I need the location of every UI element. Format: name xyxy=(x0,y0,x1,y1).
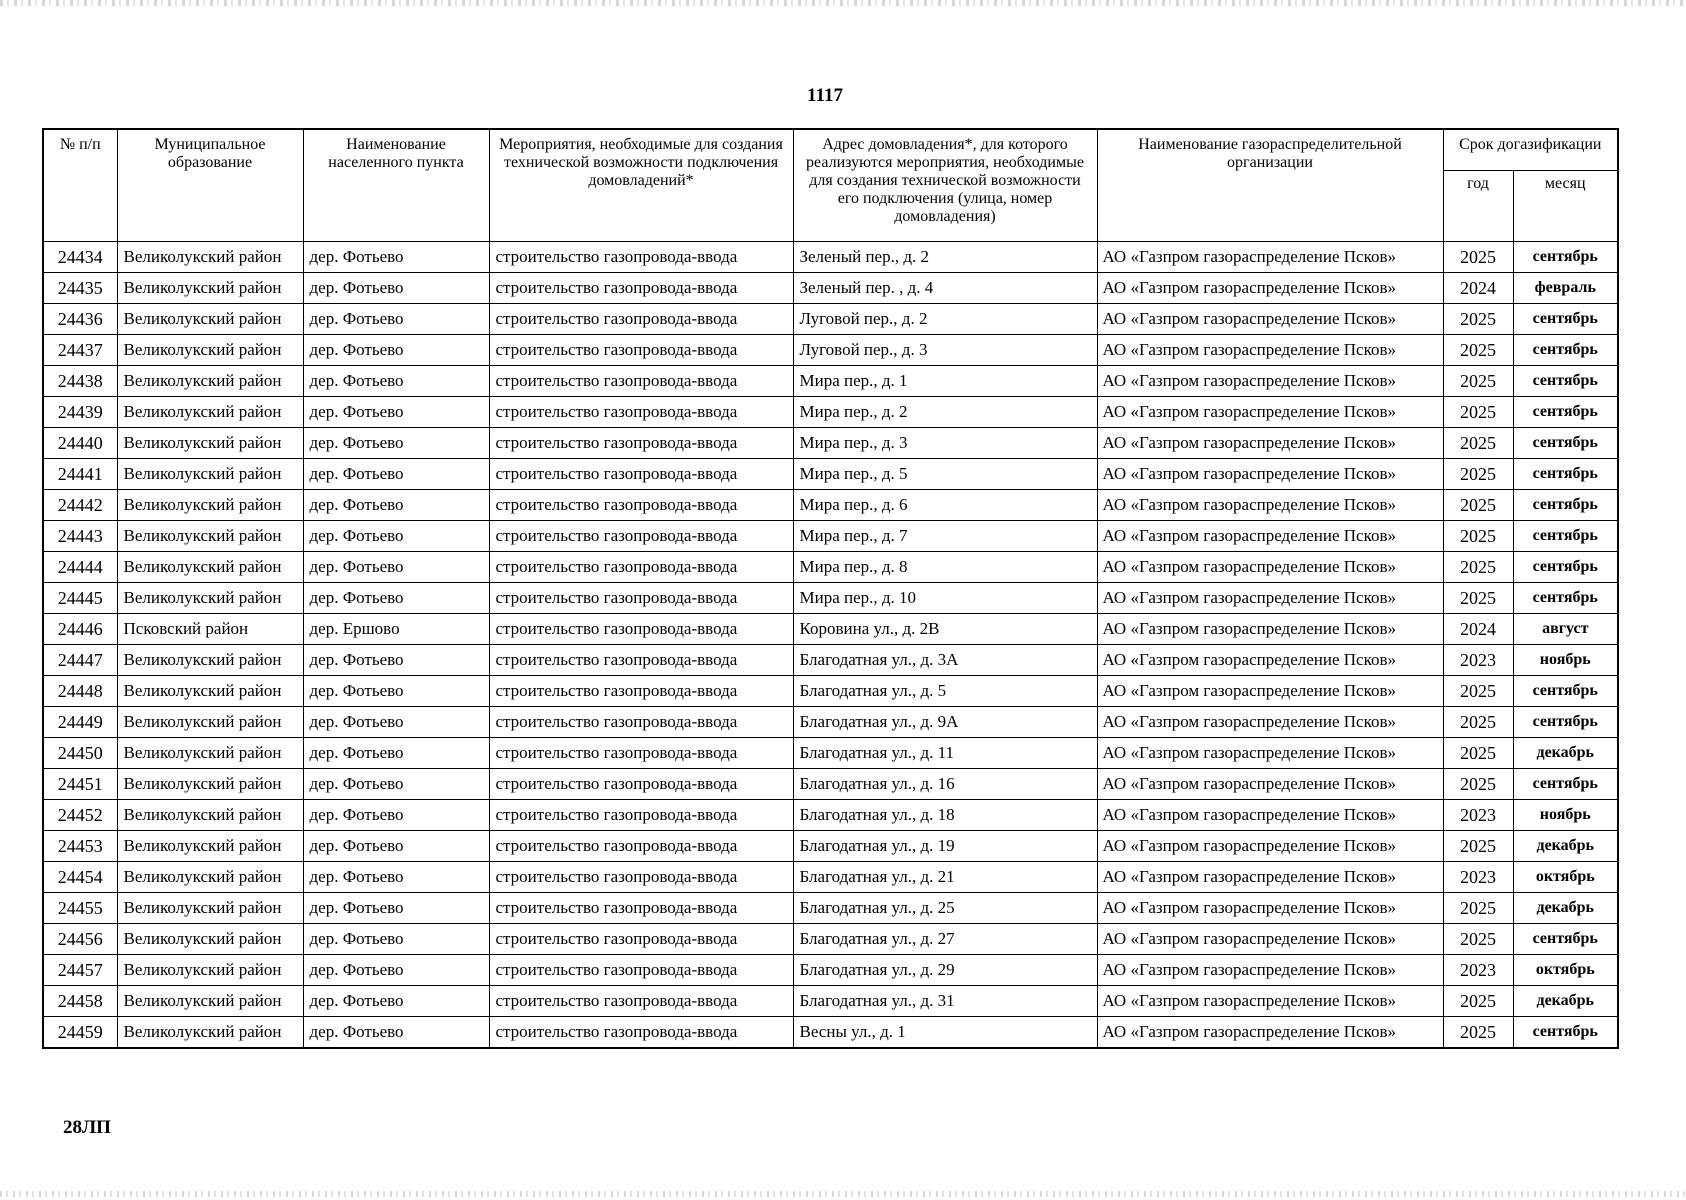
cell-year: 2025 xyxy=(1443,490,1513,521)
table-row xyxy=(43,521,1618,552)
cell-year: 2025 xyxy=(1443,242,1513,273)
cell-month: сентябрь xyxy=(1513,490,1618,521)
cell-settlement: дер. Фотьево xyxy=(303,1017,489,1049)
cell-num: 24459 xyxy=(43,1017,117,1049)
cell-num: 24445 xyxy=(43,583,117,614)
cell-municipality: Великолукский район xyxy=(117,459,303,490)
cell-num: 24450 xyxy=(43,738,117,769)
cell-month: август xyxy=(1513,614,1618,645)
cell-address: Мира пер., д. 5 xyxy=(793,459,1097,490)
cell-month: декабрь xyxy=(1513,738,1618,769)
cell-municipality: Великолукский район xyxy=(117,1017,303,1049)
cell-settlement: дер. Фотьево xyxy=(303,862,489,893)
cell-municipality: Великолукский район xyxy=(117,397,303,428)
cell-month: сентябрь xyxy=(1513,924,1618,955)
cell-address: Благодатная ул., д. 19 xyxy=(793,831,1097,862)
table-row xyxy=(43,490,1618,521)
cell-organization: АО «Газпром газораспределение Псков» xyxy=(1097,800,1443,831)
cell-address: Благодатная ул., д. 25 xyxy=(793,893,1097,924)
cell-measure: строительство газопровода-ввода xyxy=(489,614,793,645)
cell-year: 2025 xyxy=(1443,707,1513,738)
cell-measure: строительство газопровода-ввода xyxy=(489,831,793,862)
cell-month: декабрь xyxy=(1513,831,1618,862)
cell-measure: строительство газопровода-ввода xyxy=(489,676,793,707)
cell-organization: АО «Газпром газораспределение Псков» xyxy=(1097,707,1443,738)
cell-measure: строительство газопровода-ввода xyxy=(489,862,793,893)
cell-organization: АО «Газпром газораспределение Псков» xyxy=(1097,521,1443,552)
cell-organization: АО «Газпром газораспределение Псков» xyxy=(1097,862,1443,893)
cell-organization: АО «Газпром газораспределение Псков» xyxy=(1097,738,1443,769)
cell-municipality: Великолукский район xyxy=(117,831,303,862)
cell-address: Мира пер., д. 6 xyxy=(793,490,1097,521)
cell-address: Благодатная ул., д. 31 xyxy=(793,986,1097,1017)
cell-municipality: Великолукский район xyxy=(117,366,303,397)
cell-settlement: дер. Фотьево xyxy=(303,831,489,862)
cell-num: 24440 xyxy=(43,428,117,459)
table-row xyxy=(43,924,1618,955)
cell-year: 2025 xyxy=(1443,676,1513,707)
table-row xyxy=(43,955,1618,986)
cell-address: Зеленый пер. , д. 4 xyxy=(793,273,1097,304)
table-row xyxy=(43,273,1618,304)
cell-organization: АО «Газпром газораспределение Псков» xyxy=(1097,459,1443,490)
cell-measure: строительство газопровода-ввода xyxy=(489,552,793,583)
cell-year: 2025 xyxy=(1443,831,1513,862)
cell-month: сентябрь xyxy=(1513,335,1618,366)
cell-settlement: дер. Фотьево xyxy=(303,676,489,707)
cell-year: 2025 xyxy=(1443,459,1513,490)
cell-measure: строительство газопровода-ввода xyxy=(489,242,793,273)
cell-settlement: дер. Фотьево xyxy=(303,428,489,459)
cell-month: февраль xyxy=(1513,273,1618,304)
cell-municipality: Великолукский район xyxy=(117,490,303,521)
cell-settlement: дер. Фотьево xyxy=(303,707,489,738)
table-row xyxy=(43,862,1618,893)
cell-measure: строительство газопровода-ввода xyxy=(489,738,793,769)
cell-municipality: Великолукский район xyxy=(117,738,303,769)
gasification-table xyxy=(42,128,1619,1049)
cell-month: сентябрь xyxy=(1513,428,1618,459)
table-row xyxy=(43,552,1618,583)
cell-address: Мира пер., д. 7 xyxy=(793,521,1097,552)
table-row xyxy=(43,676,1618,707)
cell-organization: АО «Газпром газораспределение Псков» xyxy=(1097,335,1443,366)
cell-measure: строительство газопровода-ввода xyxy=(489,1017,793,1049)
table-row xyxy=(43,459,1618,490)
table-row xyxy=(43,583,1618,614)
cell-municipality: Великолукский район xyxy=(117,707,303,738)
cell-year: 2025 xyxy=(1443,986,1513,1017)
cell-measure: строительство газопровода-ввода xyxy=(489,955,793,986)
cell-address: Благодатная ул., д. 21 xyxy=(793,862,1097,893)
cell-organization: АО «Газпром газораспределение Псков» xyxy=(1097,831,1443,862)
cell-month: сентябрь xyxy=(1513,242,1618,273)
cell-month: сентябрь xyxy=(1513,707,1618,738)
cell-settlement: дер. Фотьево xyxy=(303,521,489,552)
cell-settlement: дер. Фотьево xyxy=(303,583,489,614)
cell-address: Весны ул., д. 1 xyxy=(793,1017,1097,1049)
table-row xyxy=(43,304,1618,335)
cell-month: декабрь xyxy=(1513,986,1618,1017)
cell-num: 24454 xyxy=(43,862,117,893)
cell-municipality: Великолукский район xyxy=(117,242,303,273)
cell-organization: АО «Газпром газораспределение Псков» xyxy=(1097,366,1443,397)
cell-year: 2025 xyxy=(1443,552,1513,583)
cell-organization: АО «Газпром газораспределение Псков» xyxy=(1097,645,1443,676)
cell-year: 2023 xyxy=(1443,645,1513,676)
cell-month: ноябрь xyxy=(1513,800,1618,831)
cell-year: 2025 xyxy=(1443,366,1513,397)
cell-organization: АО «Газпром газораспределение Псков» xyxy=(1097,397,1443,428)
cell-settlement: дер. Фотьево xyxy=(303,490,489,521)
cell-measure: строительство газопровода-ввода xyxy=(489,335,793,366)
cell-organization: АО «Газпром газораспределение Псков» xyxy=(1097,273,1443,304)
cell-organization: АО «Газпром газораспределение Псков» xyxy=(1097,986,1443,1017)
cell-month: сентябрь xyxy=(1513,1017,1618,1049)
cell-num: 24456 xyxy=(43,924,117,955)
cell-year: 2025 xyxy=(1443,397,1513,428)
cell-num: 24435 xyxy=(43,273,117,304)
cell-num: 24452 xyxy=(43,800,117,831)
cell-organization: АО «Газпром газораспределение Псков» xyxy=(1097,676,1443,707)
header-measures: Мероприятия, необходимые для создания технической возможности подключения домовладений* xyxy=(489,129,793,242)
cell-num: 24439 xyxy=(43,397,117,428)
cell-address: Зеленый пер., д. 2 xyxy=(793,242,1097,273)
cell-year: 2025 xyxy=(1443,304,1513,335)
cell-address: Коровина ул., д. 2В xyxy=(793,614,1097,645)
cell-num: 24447 xyxy=(43,645,117,676)
cell-organization: АО «Газпром газораспределение Псков» xyxy=(1097,552,1443,583)
cell-measure: строительство газопровода-ввода xyxy=(489,366,793,397)
cell-address: Луговой пер., д. 3 xyxy=(793,335,1097,366)
cell-num: 24442 xyxy=(43,490,117,521)
cell-num: 24453 xyxy=(43,831,117,862)
cell-organization: АО «Газпром газораспределение Псков» xyxy=(1097,1017,1443,1049)
cell-municipality: Великолукский район xyxy=(117,645,303,676)
document-code: 28ЛП xyxy=(63,1117,111,1138)
cell-municipality: Великолукский район xyxy=(117,521,303,552)
cell-measure: строительство газопровода-ввода xyxy=(489,707,793,738)
cell-settlement: дер. Фотьево xyxy=(303,986,489,1017)
cell-settlement: дер. Фотьево xyxy=(303,366,489,397)
cell-measure: строительство газопровода-ввода xyxy=(489,428,793,459)
cell-year: 2025 xyxy=(1443,583,1513,614)
cell-num: 24441 xyxy=(43,459,117,490)
cell-municipality: Великолукский район xyxy=(117,986,303,1017)
cell-measure: строительство газопровода-ввода xyxy=(489,490,793,521)
cell-settlement: дер. Фотьево xyxy=(303,955,489,986)
cell-organization: АО «Газпром газораспределение Псков» xyxy=(1097,924,1443,955)
cell-organization: АО «Газпром газораспределение Псков» xyxy=(1097,242,1443,273)
cell-year: 2023 xyxy=(1443,800,1513,831)
cell-settlement: дер. Фотьево xyxy=(303,273,489,304)
cell-num: 24437 xyxy=(43,335,117,366)
scan-edge-bottom xyxy=(0,1191,1686,1197)
cell-measure: строительство газопровода-ввода xyxy=(489,583,793,614)
cell-settlement: дер. Фотьево xyxy=(303,645,489,676)
cell-year: 2025 xyxy=(1443,738,1513,769)
header-organization: Наименование газораспределительной организации xyxy=(1097,129,1443,242)
scan-edge-top xyxy=(0,0,1686,6)
table-row xyxy=(43,769,1618,800)
cell-num: 24436 xyxy=(43,304,117,335)
cell-address: Мира пер., д. 1 xyxy=(793,366,1097,397)
cell-year: 2025 xyxy=(1443,335,1513,366)
cell-address: Мира пер., д. 2 xyxy=(793,397,1097,428)
cell-address: Благодатная ул., д. 3А xyxy=(793,645,1097,676)
cell-organization: АО «Газпром газораспределение Псков» xyxy=(1097,490,1443,521)
header-settlement: Наименование населенного пункта xyxy=(303,129,489,242)
cell-municipality: Великолукский район xyxy=(117,676,303,707)
cell-num: 24444 xyxy=(43,552,117,583)
cell-year: 2024 xyxy=(1443,614,1513,645)
cell-organization: АО «Газпром газораспределение Псков» xyxy=(1097,893,1443,924)
header-num: № п/п xyxy=(43,129,117,242)
cell-municipality: Великолукский район xyxy=(117,800,303,831)
cell-num: 24455 xyxy=(43,893,117,924)
cell-month: сентябрь xyxy=(1513,397,1618,428)
table-row xyxy=(43,242,1618,273)
cell-num: 24434 xyxy=(43,242,117,273)
cell-year: 2023 xyxy=(1443,862,1513,893)
cell-organization: АО «Газпром газораспределение Псков» xyxy=(1097,614,1443,645)
cell-organization: АО «Газпром газораспределение Псков» xyxy=(1097,304,1443,335)
cell-municipality: Великолукский район xyxy=(117,769,303,800)
cell-settlement: дер. Фотьево xyxy=(303,552,489,583)
cell-address: Благодатная ул., д. 18 xyxy=(793,800,1097,831)
cell-municipality: Великолукский район xyxy=(117,862,303,893)
cell-month: сентябрь xyxy=(1513,583,1618,614)
cell-municipality: Великолукский район xyxy=(117,552,303,583)
cell-num: 24458 xyxy=(43,986,117,1017)
cell-year: 2025 xyxy=(1443,428,1513,459)
cell-num: 24457 xyxy=(43,955,117,986)
table-row xyxy=(43,366,1618,397)
cell-measure: строительство газопровода-ввода xyxy=(489,893,793,924)
cell-settlement: дер. Фотьево xyxy=(303,335,489,366)
cell-address: Мира пер., д. 8 xyxy=(793,552,1097,583)
cell-address: Благодатная ул., д. 9А xyxy=(793,707,1097,738)
cell-municipality: Псковский район xyxy=(117,614,303,645)
table-row xyxy=(43,800,1618,831)
cell-settlement: дер. Фотьево xyxy=(303,459,489,490)
table-row xyxy=(43,335,1618,366)
cell-measure: строительство газопровода-ввода xyxy=(489,769,793,800)
cell-municipality: Великолукский район xyxy=(117,335,303,366)
table-row xyxy=(43,1017,1618,1049)
cell-measure: строительство газопровода-ввода xyxy=(489,986,793,1017)
cell-measure: строительство газопровода-ввода xyxy=(489,645,793,676)
cell-measure: строительство газопровода-ввода xyxy=(489,800,793,831)
cell-month: сентябрь xyxy=(1513,366,1618,397)
cell-address: Благодатная ул., д. 27 xyxy=(793,924,1097,955)
cell-measure: строительство газопровода-ввода xyxy=(489,273,793,304)
cell-year: 2025 xyxy=(1443,924,1513,955)
cell-organization: АО «Газпром газораспределение Псков» xyxy=(1097,583,1443,614)
header-address: Адрес домовладения*, для которого реализуются мероприятия, необходимые для создания технической возможности его подключения (улица, номер домовладения) xyxy=(793,129,1097,242)
cell-address: Благодатная ул., д. 29 xyxy=(793,955,1097,986)
cell-year: 2025 xyxy=(1443,893,1513,924)
cell-address: Благодатная ул., д. 11 xyxy=(793,738,1097,769)
cell-municipality: Великолукский район xyxy=(117,955,303,986)
cell-measure: строительство газопровода-ввода xyxy=(489,459,793,490)
cell-month: сентябрь xyxy=(1513,676,1618,707)
header-month: месяц xyxy=(1513,171,1618,242)
cell-month: сентябрь xyxy=(1513,552,1618,583)
cell-settlement: дер. Фотьево xyxy=(303,893,489,924)
table-row xyxy=(43,738,1618,769)
table-row xyxy=(43,397,1618,428)
cell-settlement: дер. Фотьево xyxy=(303,304,489,335)
cell-num: 24446 xyxy=(43,614,117,645)
cell-month: октябрь xyxy=(1513,955,1618,986)
cell-year: 2025 xyxy=(1443,769,1513,800)
cell-num: 24438 xyxy=(43,366,117,397)
cell-year: 2025 xyxy=(1443,1017,1513,1049)
cell-year: 2024 xyxy=(1443,273,1513,304)
cell-year: 2023 xyxy=(1443,955,1513,986)
cell-measure: строительство газопровода-ввода xyxy=(489,304,793,335)
table-row xyxy=(43,986,1618,1017)
cell-settlement: дер. Фотьево xyxy=(303,924,489,955)
header-municipality: Муниципальное образование xyxy=(117,129,303,242)
cell-settlement: дер. Фотьево xyxy=(303,800,489,831)
cell-month: октябрь xyxy=(1513,862,1618,893)
cell-municipality: Великолукский район xyxy=(117,893,303,924)
cell-organization: АО «Газпром газораспределение Псков» xyxy=(1097,955,1443,986)
cell-measure: строительство газопровода-ввода xyxy=(489,397,793,428)
cell-month: сентябрь xyxy=(1513,304,1618,335)
cell-month: декабрь xyxy=(1513,893,1618,924)
cell-organization: АО «Газпром газораспределение Псков» xyxy=(1097,428,1443,459)
cell-address: Мира пер., д. 3 xyxy=(793,428,1097,459)
table-row xyxy=(43,645,1618,676)
header-year: год xyxy=(1443,171,1513,242)
cell-settlement: дер. Фотьево xyxy=(303,397,489,428)
cell-num: 24451 xyxy=(43,769,117,800)
table-header-row xyxy=(43,129,1618,171)
cell-municipality: Великолукский район xyxy=(117,428,303,459)
cell-settlement: дер. Фотьево xyxy=(303,242,489,273)
cell-measure: строительство газопровода-ввода xyxy=(489,521,793,552)
header-deadline: Срок догазификации xyxy=(1443,129,1618,171)
table-body xyxy=(43,242,1618,1049)
table-row xyxy=(43,428,1618,459)
cell-month: сентябрь xyxy=(1513,521,1618,552)
cell-municipality: Великолукский район xyxy=(117,924,303,955)
cell-address: Мира пер., д. 10 xyxy=(793,583,1097,614)
table-row xyxy=(43,831,1618,862)
cell-month: ноябрь xyxy=(1513,645,1618,676)
table-row xyxy=(43,707,1618,738)
cell-municipality: Великолукский район xyxy=(117,273,303,304)
cell-settlement: дер. Фотьево xyxy=(303,769,489,800)
cell-month: сентябрь xyxy=(1513,459,1618,490)
cell-month: сентябрь xyxy=(1513,769,1618,800)
cell-measure: строительство газопровода-ввода xyxy=(489,924,793,955)
table-row xyxy=(43,614,1618,645)
cell-address: Благодатная ул., д. 16 xyxy=(793,769,1097,800)
cell-year: 2025 xyxy=(1443,521,1513,552)
cell-num: 24443 xyxy=(43,521,117,552)
cell-address: Благодатная ул., д. 5 xyxy=(793,676,1097,707)
table-row xyxy=(43,893,1618,924)
cell-settlement: дер. Ершово xyxy=(303,614,489,645)
cell-settlement: дер. Фотьево xyxy=(303,738,489,769)
page-number: 1117 xyxy=(807,85,843,106)
cell-num: 24448 xyxy=(43,676,117,707)
cell-address: Луговой пер., д. 2 xyxy=(793,304,1097,335)
cell-municipality: Великолукский район xyxy=(117,583,303,614)
cell-organization: АО «Газпром газораспределение Псков» xyxy=(1097,769,1443,800)
cell-municipality: Великолукский район xyxy=(117,304,303,335)
cell-num: 24449 xyxy=(43,707,117,738)
